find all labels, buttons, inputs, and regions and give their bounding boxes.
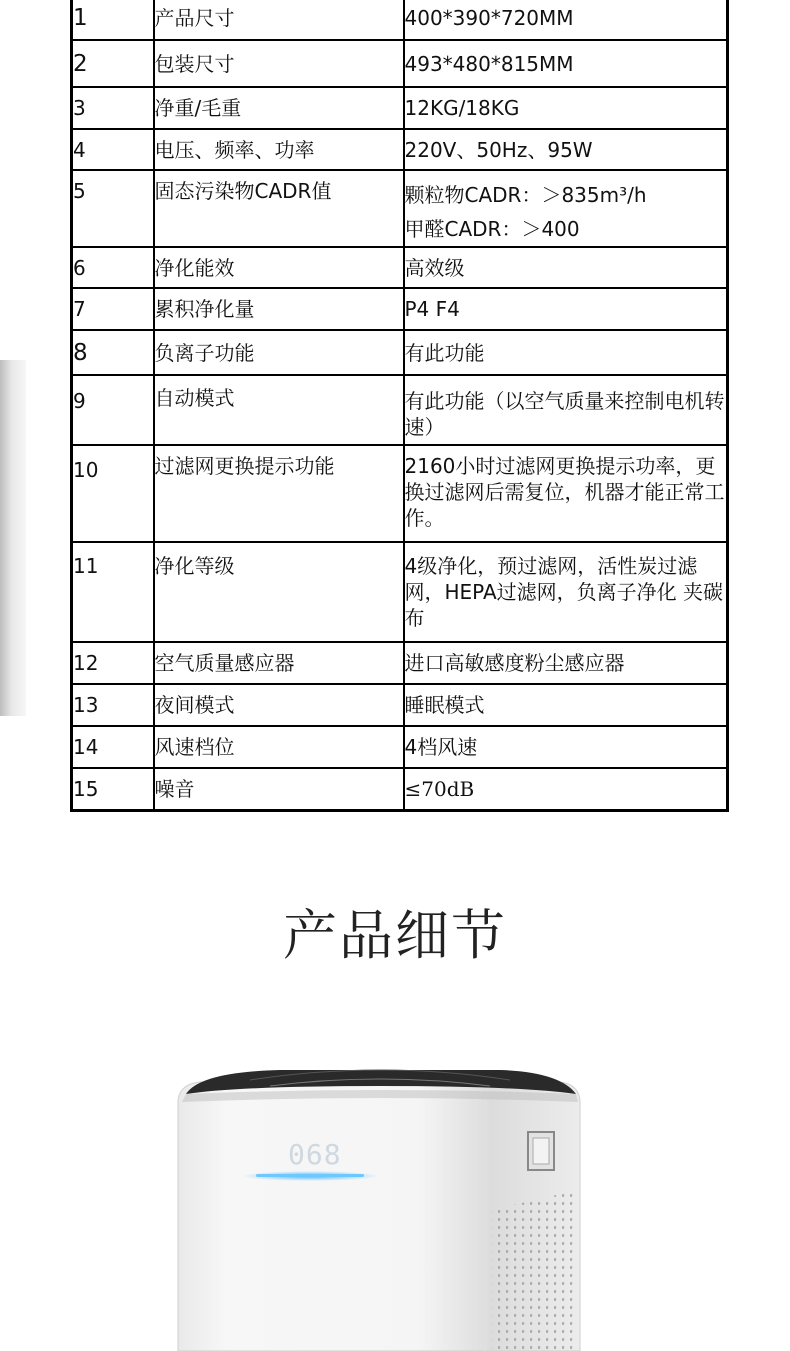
table-row	[72, 247, 728, 288]
row-name: 净化等级	[154, 542, 404, 642]
row-value	[404, 170, 728, 247]
row-value: ≤70dB	[404, 768, 728, 810]
section-title: 产品细节	[283, 904, 507, 967]
row-value: 4级净化，预过滤网，活性炭过滤网，HEPA过滤网，负离子净化 夹碳布	[404, 542, 728, 642]
row-number: 3	[72, 87, 154, 129]
table-row	[72, 0, 728, 40]
row-number: 9	[72, 375, 154, 445]
row-name: 累积净化量	[154, 288, 404, 330]
row-number: 5	[72, 170, 154, 247]
table-row	[72, 129, 728, 170]
row-value: 有此功能	[404, 330, 728, 375]
row-number: 4	[72, 129, 154, 170]
cadr-formaldehyde: 甲醛CADR：＞400	[404, 217, 580, 241]
table-row	[72, 642, 728, 684]
row-name: 风速档位	[154, 726, 404, 768]
row-name: 自动模式	[154, 375, 404, 445]
row-name: 空气质量感应器	[154, 642, 404, 684]
row-number: 11	[72, 542, 154, 642]
row-name: 电压、频率、功率	[154, 129, 404, 170]
row-name: 净化能效	[154, 247, 404, 288]
row-number: 12	[72, 642, 154, 684]
air-purifier-image	[0, 1040, 790, 1351]
table-row	[72, 40, 728, 87]
row-name: 噪音	[154, 768, 404, 810]
row-number: 13	[72, 684, 154, 726]
table-row	[72, 170, 728, 247]
side-vent-holes	[492, 1190, 578, 1351]
spec-table	[70, 0, 729, 812]
row-value: 2160小时过滤网更换提示功率，更换过滤网后需复位，机器才能正常工作。	[404, 445, 728, 542]
table-row	[72, 330, 728, 375]
row-value: 4档风速	[404, 726, 728, 768]
cadr-particles: 颗粒物CADR：＞835m³/h	[404, 183, 647, 207]
row-value: 进口高敏感度粉尘感应器	[404, 642, 728, 684]
table-row	[72, 375, 728, 445]
table-row	[72, 542, 728, 642]
row-name: 净重/毛重	[154, 87, 404, 129]
row-value: 12KG/18KG	[404, 87, 728, 129]
row-number: 6	[72, 247, 154, 288]
row-number: 2	[72, 40, 154, 87]
row-number: 10	[72, 445, 154, 542]
row-value: 220V、50Hz、95W	[404, 129, 728, 170]
table-row	[72, 768, 728, 810]
row-value: 高效级	[404, 247, 728, 288]
row-value: P4 F4	[404, 288, 728, 330]
row-number: 14	[72, 726, 154, 768]
table-row	[72, 288, 728, 330]
display-reading: 068	[288, 1138, 342, 1171]
row-name: 固态污染物CADR值	[154, 170, 404, 247]
row-value: 睡眠模式	[404, 684, 728, 726]
table-row	[72, 87, 728, 129]
row-value: 有此功能（以空气质量来控制电机转速）	[404, 375, 728, 445]
row-name: 过滤网更换提示功能	[154, 445, 404, 542]
row-number: 1	[72, 0, 154, 40]
row-number: 7	[72, 288, 154, 330]
row-name: 夜间模式	[154, 684, 404, 726]
row-number: 8	[72, 330, 154, 375]
row-name: 包装尺寸	[154, 40, 404, 87]
row-name: 负离子功能	[154, 330, 404, 375]
table-row	[72, 684, 728, 726]
row-value: 400*390*720MM	[404, 0, 728, 40]
row-number: 15	[72, 768, 154, 810]
table-row	[72, 445, 728, 542]
row-value: 493*480*815MM	[404, 40, 728, 87]
row-name: 产品尺寸	[154, 0, 404, 40]
left-edge-photo-fragment	[0, 360, 26, 716]
table-row	[72, 726, 728, 768]
